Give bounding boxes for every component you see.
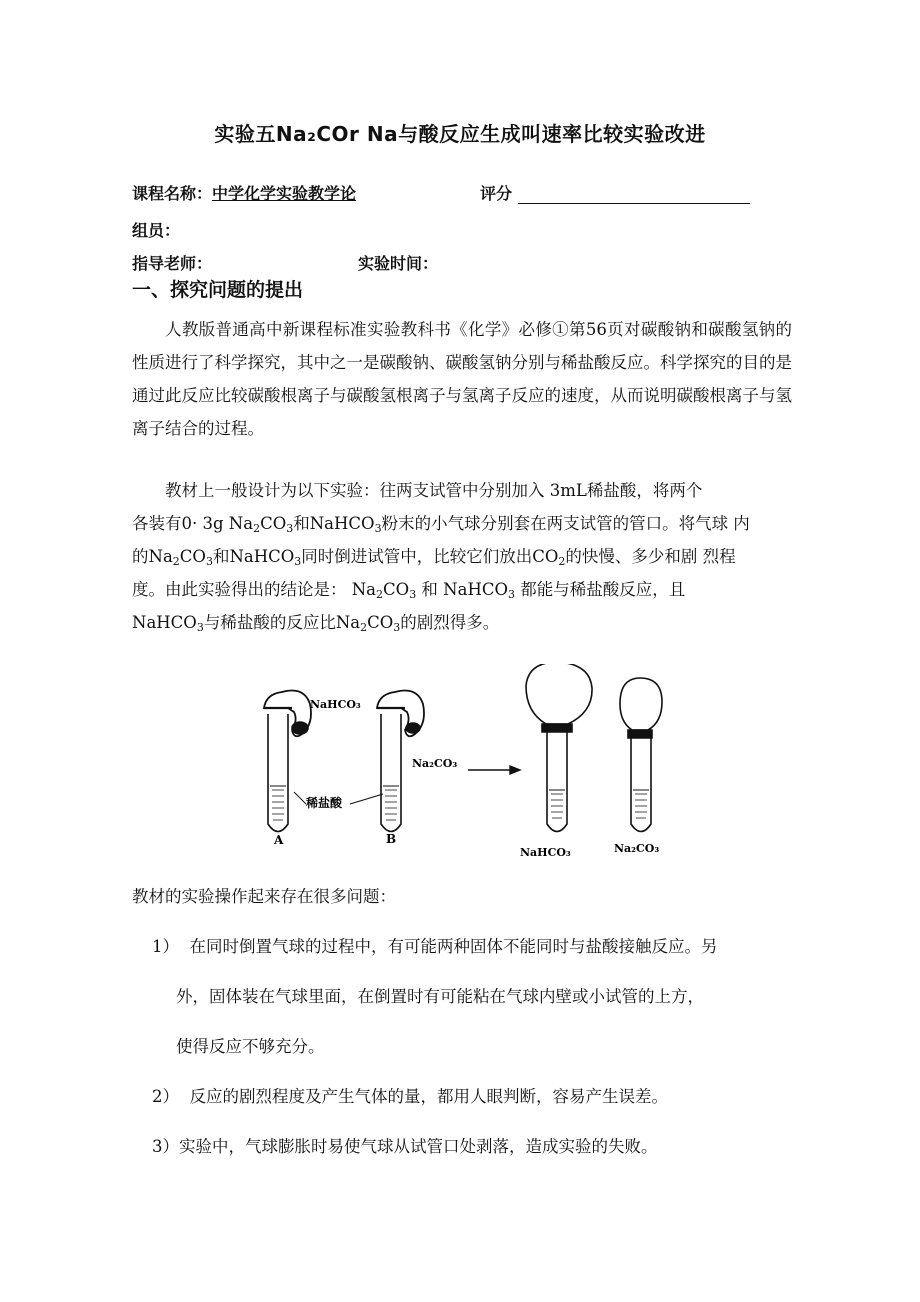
problem-1-line-3: 使得反应不够充分。: [176, 1037, 325, 1056]
problem-1-line-2: 外，固体装在气球里面，在倒置时有可能粘在气球内壁或小试管的上方，: [176, 987, 704, 1006]
arrow-icon: [468, 766, 520, 774]
section-heading: 一、探究问题的提出: [132, 279, 304, 301]
label-nahco3: NaHCO₃: [310, 698, 361, 711]
label-acid: 稀盐酸: [306, 796, 343, 810]
score-blank: [518, 187, 750, 204]
page-title: 实验五Na₂COr Na与酸反应生成叫速率比较实验改进: [214, 122, 706, 146]
inflated-balloon-small: [620, 678, 662, 832]
caption-na2co3: Na₂CO₃: [614, 842, 660, 855]
course-line: [132, 181, 356, 204]
caption-nahco3: NaHCO₃: [520, 846, 571, 859]
paragraph-1-text: 人教版普通高中新课程标准实验教科书《化学》必修①第56页对碳酸钠和碳酸氢钠的性质进行了科学探究，其中之一是碳酸钠、碳酸氢钠分别与稀盐酸反应。科学探究的目的是通过此反应比较碳酸根离子与碳酸氢根离子与氢离子反应的速度，从而说明碳酸根离子与氢离子结合的过程。: [132, 320, 792, 438]
p2-line-4: 度。由此实验得出的结论是： $Na_2CO_3$ 和 NaHCO$_3$ 都能与稀盐酸反应，且: [132, 580, 686, 601]
score-line: [480, 181, 750, 204]
problem-1-line-1: 1） 在同时倒置气球的过程中，有可能两种固体不能同时与盐酸接触反应。另: [152, 937, 718, 956]
members-label: 组员：: [132, 221, 181, 240]
label-a: A: [274, 833, 284, 847]
p2-line-3: 的$Na_2CO_3$和NaHCO$_3$同时倒进试管中，比较它们放出$CO_2$的快慢、多少和剧 烈程: [132, 547, 736, 568]
p2-line-1: 教材上一般设计为以下实验：往两支试管中分别加入 3mL稀盐酸，将两个: [165, 481, 703, 500]
problem-1-number: 1）: [152, 937, 179, 956]
p2-line-5: NaHCO$_3$与稀盐酸的反应比$Na_2CO_3$的剧烈得多。: [132, 613, 500, 634]
problem-2-number: 2）: [152, 1087, 179, 1106]
course-label: 课程名称：: [132, 184, 213, 203]
paragraph-2: [132, 474, 792, 639]
problem-3: 3）实验中，气球膨胀时易使气球从试管口处剥落，造成实验的失败。: [152, 1137, 658, 1156]
paragraph-1: [132, 313, 792, 445]
label-b: B: [386, 832, 397, 846]
experiment-figure: [258, 664, 698, 864]
teacher-label: 指导老师：: [132, 254, 213, 273]
time-label: 实验时间：: [358, 254, 439, 273]
problems-intro: 教材的实验操作起来存在很多问题：: [132, 887, 396, 906]
inflated-balloon-large: [526, 664, 592, 832]
test-tube-a: [264, 691, 311, 832]
course-value: 中学化学实验教学论: [212, 184, 357, 203]
label-na2co3: Na₂CO₃: [412, 757, 458, 770]
score-label: 评分: [480, 184, 513, 203]
problem-2: 2） 反应的剧烈程度及产生气体的量，都用人眼判断，容易产生误差。: [152, 1087, 668, 1106]
p2-line-2: 各装有0· 3g $Na_2CO_3$和NaHCO$_3$粉末的小气球分别套在两支试管的管口。将气球 内: [132, 514, 750, 535]
